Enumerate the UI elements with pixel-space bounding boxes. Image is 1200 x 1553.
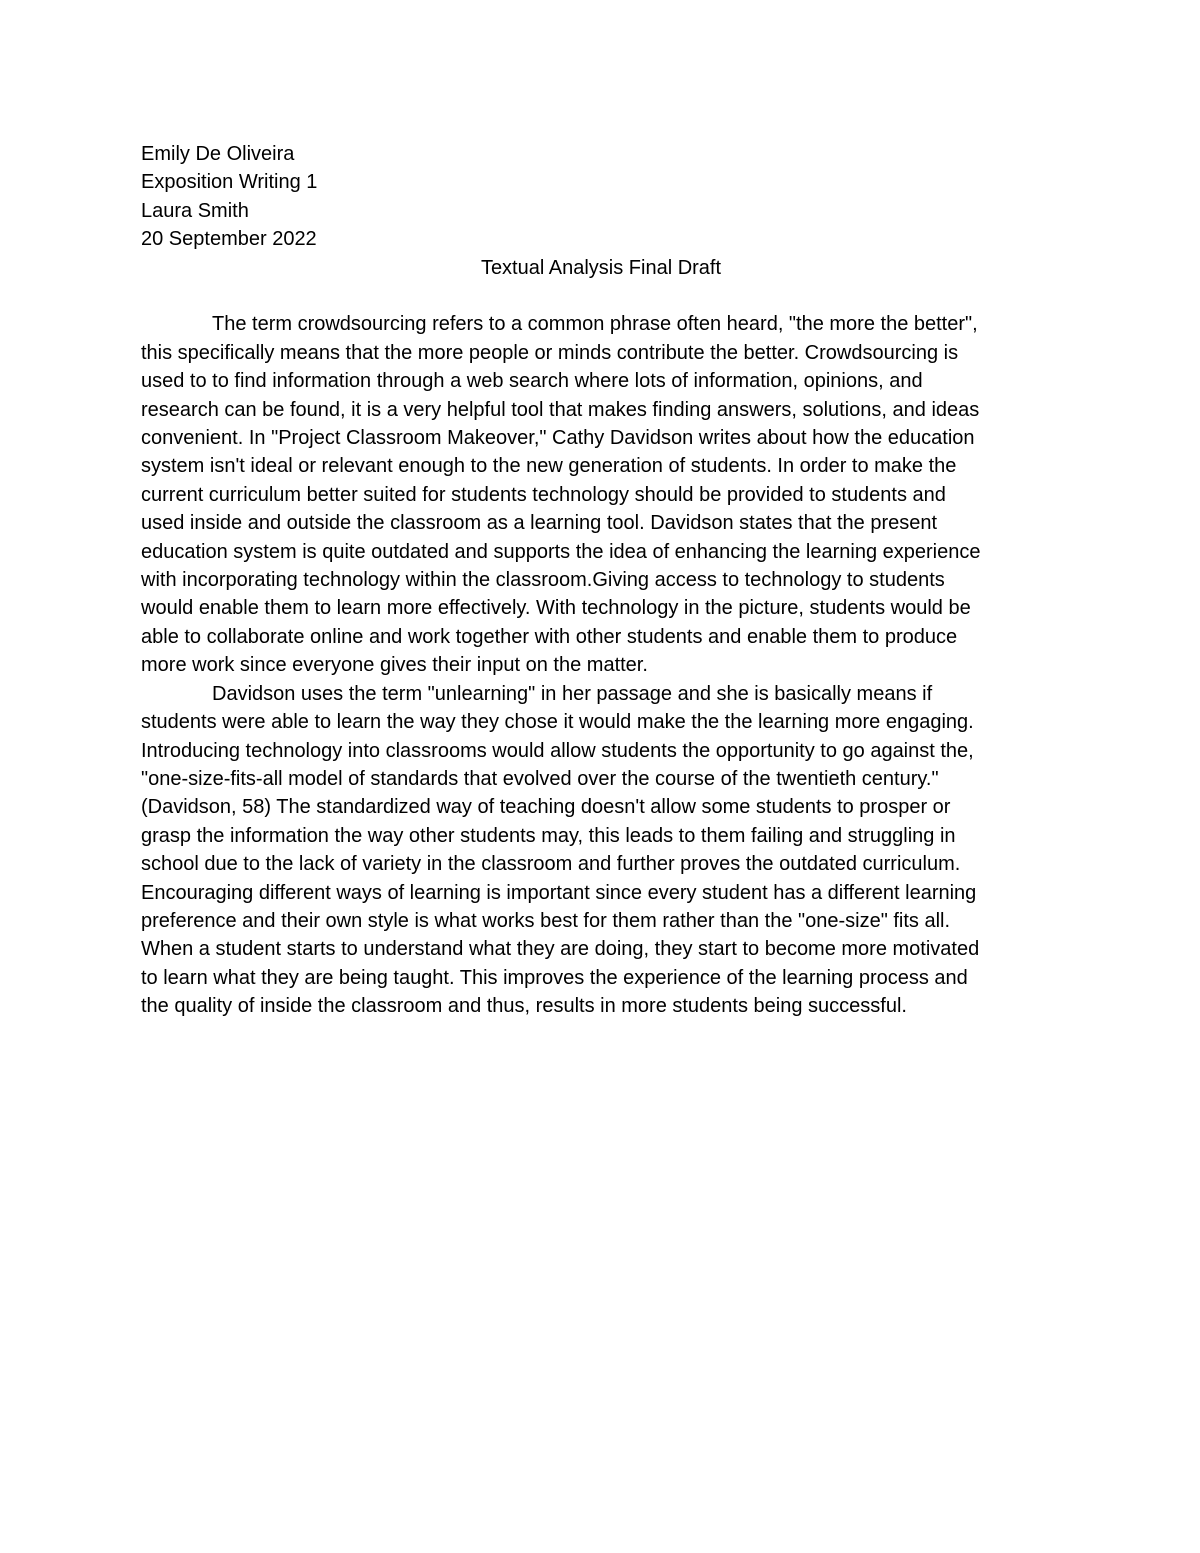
paragraph-first-line: Davidson uses the term "unlearning" in her passage and she is basically means if [212,682,933,705]
paragraph-line: "one-size-fits-all model of standards that evolved over the course of the twentieth century." [141,767,939,790]
paragraph-line: to learn what they are being taught. This improves the experience of the learning process and [141,966,968,989]
paragraph-line: (Davidson, 58) The standardized way of teaching doesn't allow some students to prosper or [141,796,951,819]
document-date: 20 September 2022 [141,228,317,251]
paragraph-line: research can be found, it is a very helpful tool that makes finding answers, solutions, and ideas [141,398,980,421]
paragraph-line: this specifically means that the more people or minds contribute the better. Crowdsourcing is [141,341,959,364]
paragraph-line: would enable them to learn more effectively. With technology in the picture, students would be [141,597,971,620]
paragraph-line: When a student starts to understand what they are doing, they start to become more motivated [141,938,980,961]
paragraph-line: grasp the information the way other students may, this leads to them failing and struggling in [141,824,956,847]
paragraph-line: able to collaborate online and work together with other students and enable them to produce [141,625,958,648]
paragraph-line: education system is quite outdated and supports the idea of enhancing the learning experience [141,540,981,563]
paragraph-line: current curriculum better suited for students technology should be provided to students and [141,483,946,506]
paragraph-line: with incorporating technology within the classroom.Giving access to technology to students [141,569,945,592]
paragraph-line: the quality of inside the classroom and thus, results in more students being successful. [141,995,907,1018]
paragraph-first-line: The term crowdsourcing refers to a common phrase often heard, "the more the better", [212,313,978,336]
paragraphs [141,310,1061,1020]
paragraph-line: students were able to learn the way they chose it would make the the learning more engaging. [141,711,974,734]
paragraph-line: preference and their own style is what works best for them rather than the "one-size" fits all. [141,909,951,932]
paragraph-line: Introducing technology into classrooms would allow students the opportunity to go against the, [141,739,974,762]
paragraph-line: more work since everyone gives their input on the matter. [141,654,648,677]
paragraph-line: system isn't ideal or relevant enough to the new generation of students. In order to make the [141,455,957,478]
paragraph-line: Encouraging different ways of learning is important since every student has a different learning [141,881,977,904]
title-spacer [141,282,1061,310]
paragraph-line: used to to find information through a web search where lots of information, opinions, and [141,370,923,393]
course-name: Exposition Writing 1 [141,171,318,194]
paragraph-line: school due to the lack of variety in the classroom and further proves the outdated curriculum. [141,853,961,876]
paragraph-line: used inside and outside the classroom as a learning tool. Davidson states that the present [141,512,938,535]
paragraph [141,680,1061,1021]
document-body [141,140,1061,1021]
author-name: Emily De Oliveira [141,143,295,165]
paragraph [141,310,1061,679]
paragraph-line: convenient. In "Project Classroom Makeover," Cathy Davidson writes about how the education [141,427,975,450]
document-title: Textual Analysis Final Draft [480,256,722,279]
instructor-name: Laura Smith [141,199,249,222]
